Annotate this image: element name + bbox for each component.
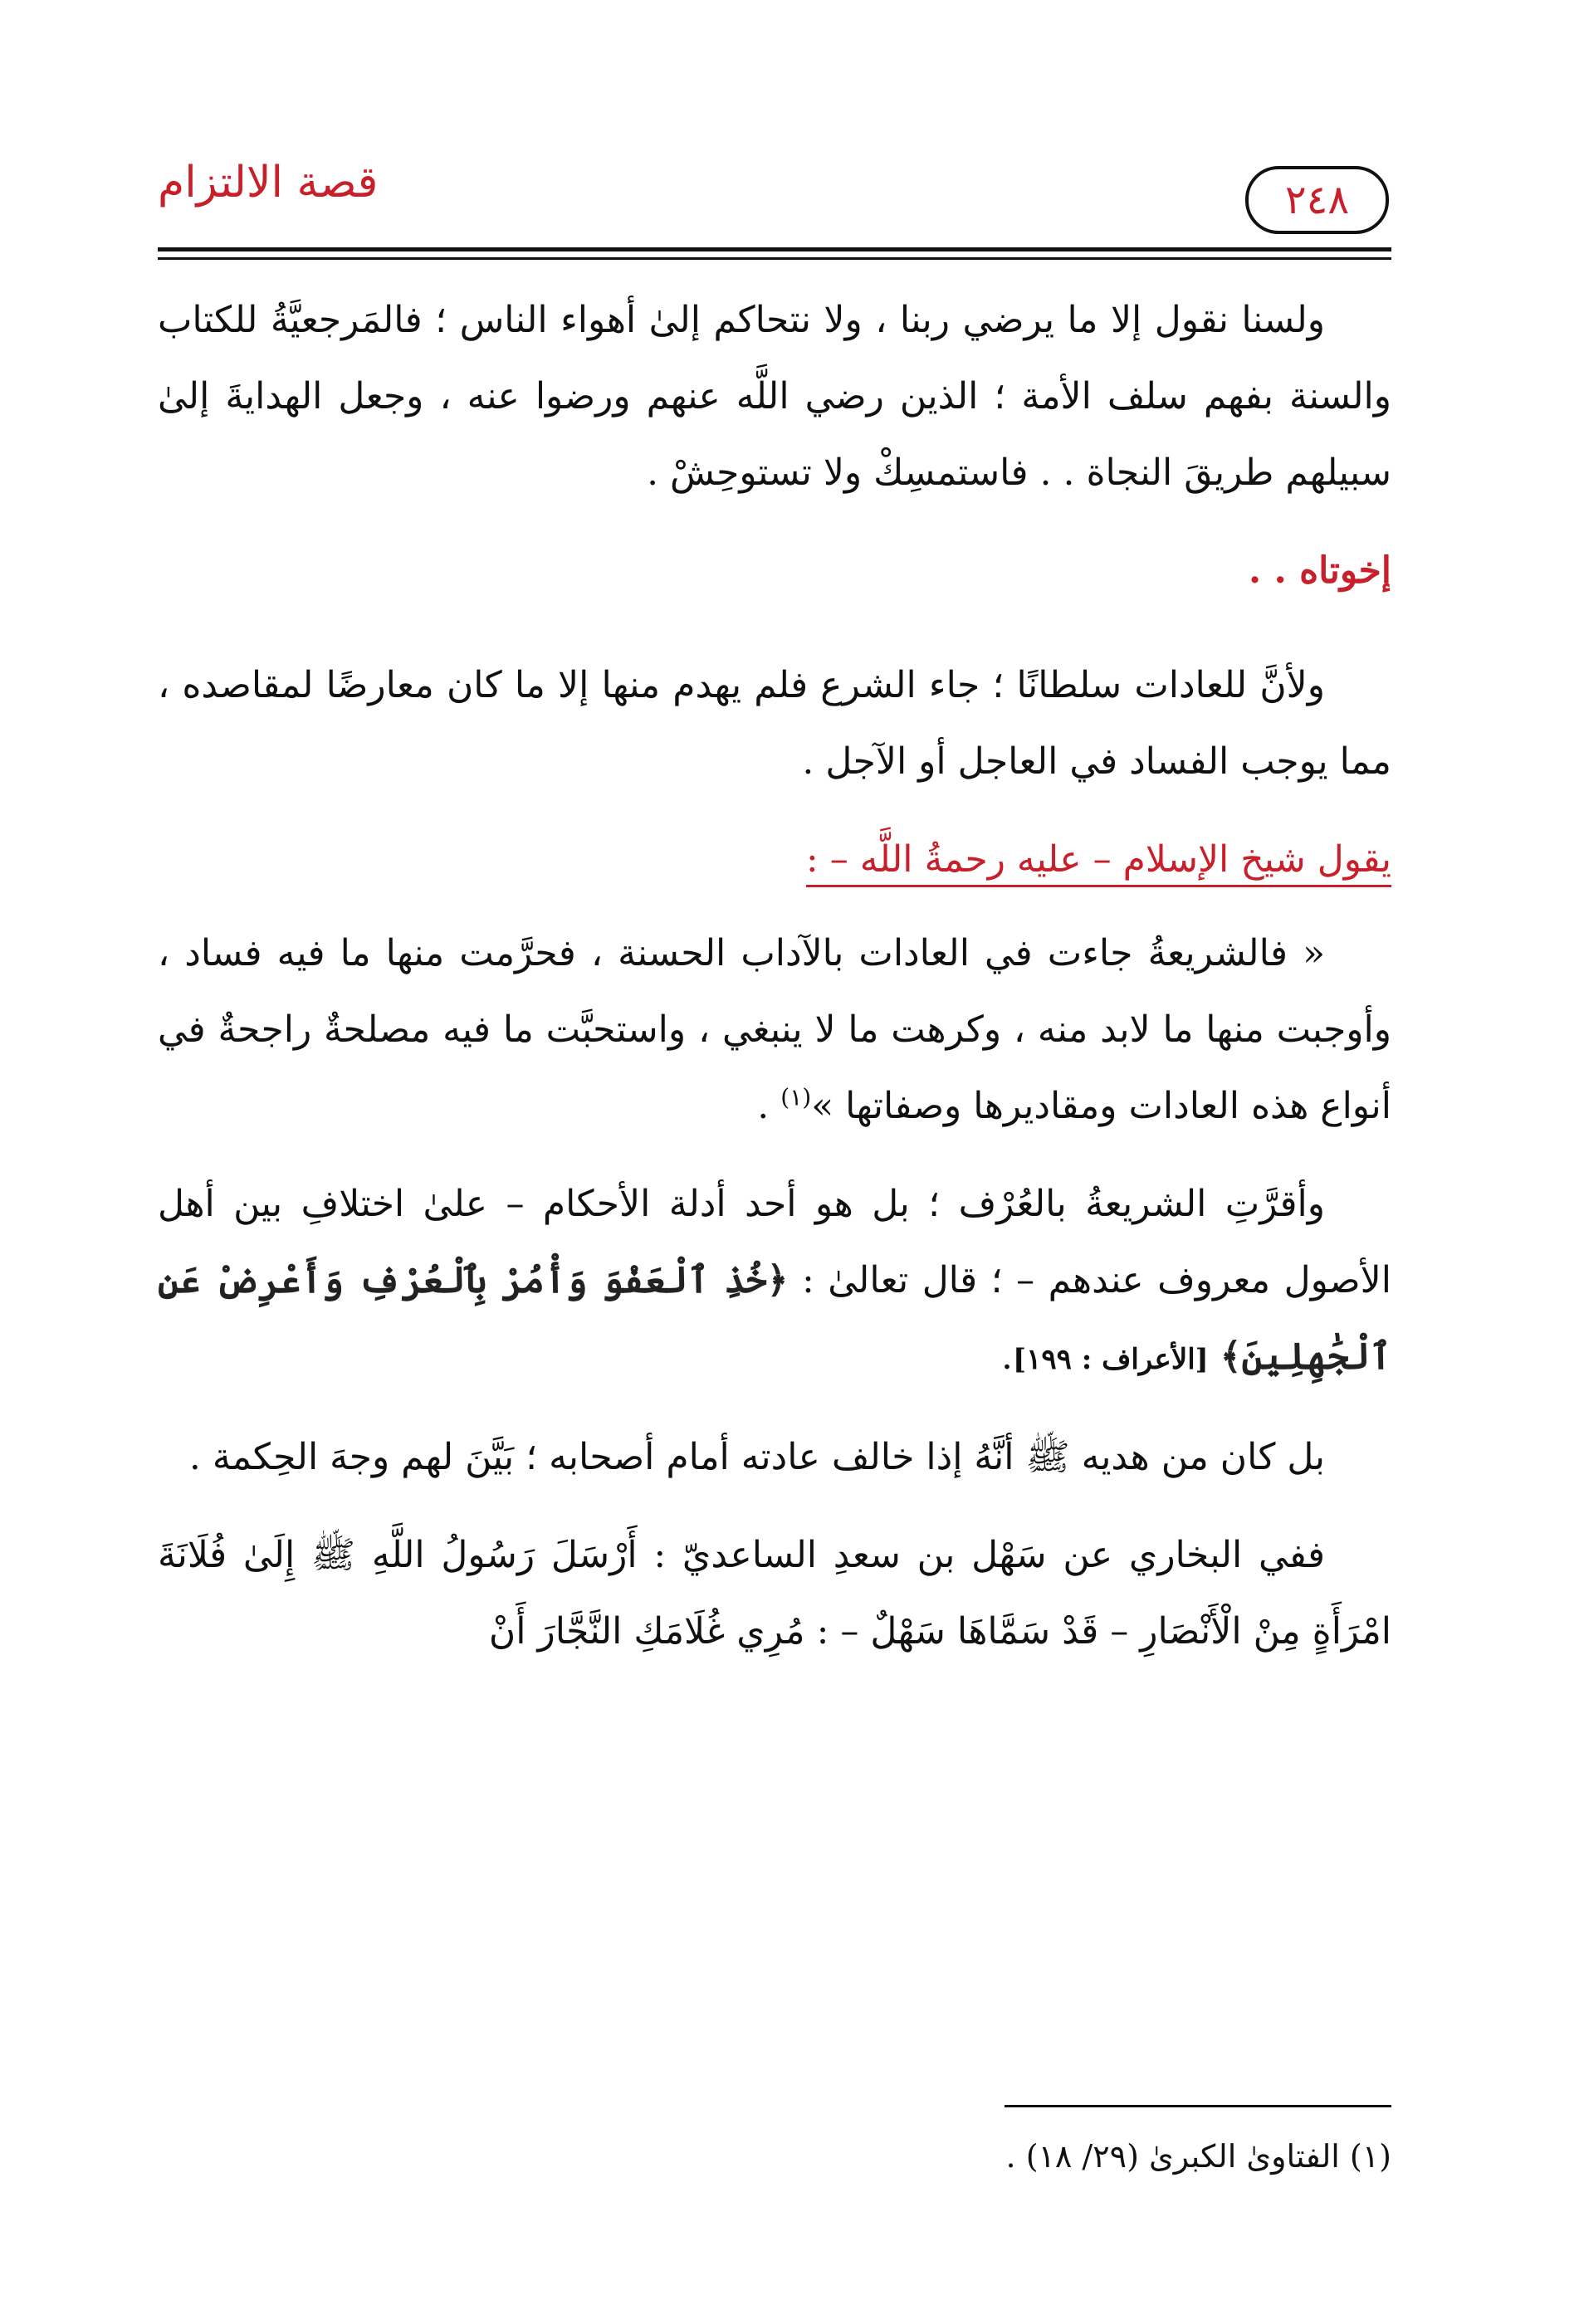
page-number-badge: ٢٤٨ [1245,166,1389,234]
paragraph [158,1166,1391,1398]
quran-verse: ﴿خُذِ ٱلْعَفْوَ وَأْمُرْ بِٱلْعُرْفِ وَأَعْرِضْ عَنِ ٱلْجَٰهِلِينَ﴾ [158,1259,1391,1378]
paragraph: بل كان من هديه ﷺ أنَّهُ إذا خالف عادته أمام أصحابه ؛ بَيَّنَ لهم وجهَ الحِكمة . [188,1436,1325,1478]
quran-reference: [الأعراف : ١٩٩] [1012,1343,1209,1376]
quote-heading: يقول شيخ الإسلام – عليه رحمةُ اللَّه – : [806,835,1391,887]
paragraph: ولأنَّ للعادات سلطانًا ؛ جاء الشرع فلم يهدم منها إلا ما كان معارضًا لمقاصده ، مما يوجب الفساد في العاجل أو الآجل . [158,664,1391,783]
footnote-marker: (١) [780,1083,812,1111]
footnote: (١) الفتاوىٰ الكبرىٰ (٢٩/ ١٨) . [1005,2138,1391,2175]
paragraph: ففي البخاري عن سَهْل بن سعدِ الساعديّ : أَرْسَلَ رَسُولُ اللَّهِ ﷺ إِلَىٰ فُلَانَةَ امْرَأَةٍ مِنْ الْأَنْصَارِ – قَدْ سَمَّاهَا سَهْلٌ – : مُرِي غُلَامَكِ النَّجَّارَ أَنْ [158,1534,1391,1653]
quote-end: . [757,1085,781,1127]
main-text [158,282,1391,1692]
header-rule-thin [158,257,1391,260]
running-title: قصة الالتزام [158,158,379,208]
quote-text: « فالشريعةُ جاءت في العادات بالآداب الحسنة ، فحرَّمت منها ما فيه فساد ، وأوجبت منها ما لابد منه ، وكرهت ما لا ينبغي ، واستحبَّت ما فيه مصلحةٌ راجحةٌ في أنواع هذه العادات ومقاديرها وصفاتها » [158,932,1391,1127]
header-rule [158,247,1391,251]
section-heading: إخوتاه . . [1248,549,1391,592]
paragraph: ولسنا نقول إلا ما يرضي ربنا ، ولا نتحاكم إلىٰ أهواء الناس ؛ فالمَرجعيَّةُ للكتاب والسنة بفهم سلف الأمة ؛ الذين رضي اللَّه عنهم ورضوا عنه ، وجعل الهدايةَ إلىٰ سبيلهم طريقَ النجاة . . فاستمسِكْ ولا تستوحِشْ . [158,299,1391,494]
quoted-paragraph [158,915,1391,1145]
reference-end: . [1000,1335,1013,1378]
footnote-rule [1005,2105,1391,2107]
paragraph-text: وأقرَّتِ الشريعةُ بالعُرْف ؛ بل هو أحد أدلة الأحكام – علىٰ اختلافِ بين أهل الأصول معروف عندهم – ؛ قال تعالىٰ : [158,1183,1391,1301]
